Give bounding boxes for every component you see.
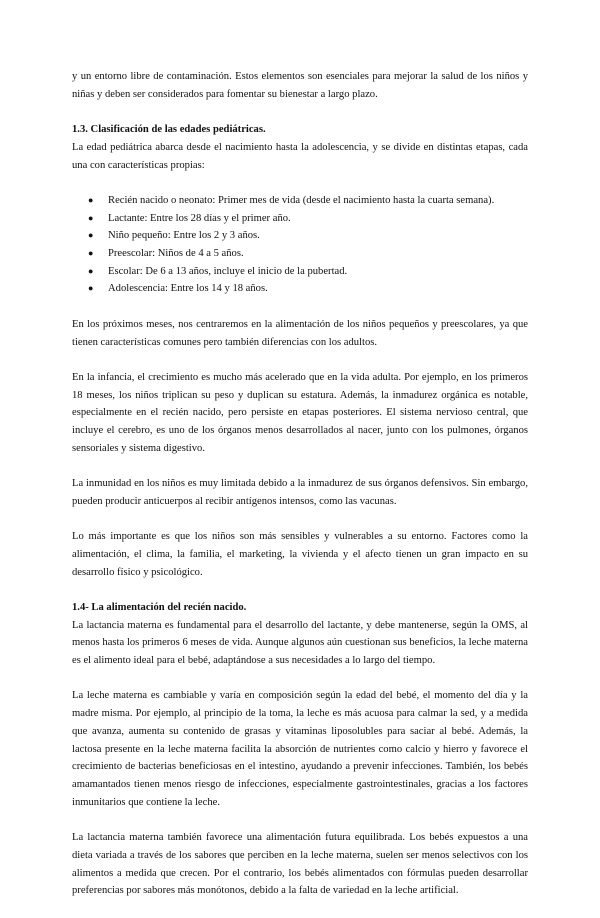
section-13-paragraph: En la infancia, el crecimiento es mucho más acelerado que en la vida adulta. Por ejemplo, en los primeros 18 meses, los niños triplican su peso y duplican su estatura. Además, la inmadurez orgánica es notable, especialmente en el recién nacido, pero persiste en etapas posteriores. El sistema nervioso central, que incluye el cerebro, es uno de los órganos menos desarrollados al nacer, junto con los pulmones, órganos sensoriales y sistema digestivo. — [72, 371, 528, 454]
bullet-dot-icon: ● — [88, 248, 94, 258]
list-item-text: Adolescencia: Entre los 14 y 18 años. — [108, 283, 268, 295]
section-13-heading: 1.3. Clasificación de las edades pediátricas. — [72, 124, 266, 136]
list-item — [88, 227, 528, 245]
section-13-paragraph: La inmunidad en los niños es muy limitada debido a la inmadurez de sus órganos defensivos. Sin embargo, pueden producir anticuerpos al recibir antígenos intensos, como las vacunas. — [72, 478, 528, 507]
document-page — [72, 68, 528, 918]
list-item — [88, 210, 528, 228]
section-14-heading: 1.4- La alimentación del recién nacido. — [72, 601, 247, 613]
section-13-intro: La edad pediátrica abarca desde el nacimiento hasta la adolescencia, y se divide en distintas etapas, cada una con características propias: — [72, 141, 528, 171]
section-14-paragraph: La leche materna es cambiable y varía en composición según la edad del bebé, el momento del día y la madre misma. Por ejemplo, al principio de la toma, la leche es más acuosa para calmar la sed, y a medida que avanza, aumenta su contenido de grasas y vitaminas liposolubles para saciar al bebé. Además, la lactosa presente en la leche materna facilita la absorción de nutrientes como calcio y hierro y favorece el crecimiento de bacterias beneficiosas en el intestino, ayudando a prevenir infecciones. También, los bebés amamantados tienen menos riesgo de infecciones, especialmente gastrointestinales, gracias a los factores inmunitarios que contiene la leche. — [72, 690, 528, 808]
list-item — [88, 280, 528, 298]
bullet-dot-icon: ● — [88, 194, 94, 205]
list-item — [88, 263, 528, 281]
list-item — [88, 245, 528, 263]
section-13-paragraph: Lo más importante es que los niños son más sensibles y vulnerables a su entorno. Factores como la alimentación, el clima, la familia, el marketing, la vivienda y el afecto tienen un gran impacto en su desarrollo físico y psicológico. — [72, 531, 528, 578]
section-13-paragraph: En los próximos meses, nos centraremos en la alimentación de los niños pequeños y preescolares, ya que tienen características comunes pero también diferencias con los adultos. — [72, 318, 528, 348]
list-item-text: Recién nacido o neonato: Primer mes de vida (desde el nacimiento hasta la cuarta semana). — [108, 194, 495, 206]
bullet-dot-icon: ● — [88, 230, 94, 241]
list-item-text: Preescolar: Niños de 4 a 5 años. — [108, 248, 244, 259]
list-item-text: Escolar: De 6 a 13 años, incluye el inicio de la pubertad. — [108, 265, 348, 277]
list-item — [88, 192, 528, 210]
section-14-paragraph: La lactancia materna es fundamental para el desarrollo del lactante, y debe mantenerse, según la OMS, al menos hasta los primeros 6 meses de vida. Aunque algunos aún cuestionan sus beneficios, la leche materna es el alimento ideal para el bebé, adaptándose a sus necesidades a lo largo del tiempo. — [72, 619, 528, 667]
bullet-dot-icon: ● — [88, 283, 94, 294]
bullet-dot-icon: ● — [88, 265, 94, 276]
section-14-paragraph: La lactancia materna también favorece una alimentación futura equilibrada. Los bebés expuestos a una dieta variada a través de los sabores que perciben en la leche materna, suelen ser menos selectivos con los alimentos a medida que crecen. Por el contrario, los bebés alimentados con fórmulas pueden desarrollar preferencias por sabores más monótonos, debido a la falta de variedad en la leche artificial. — [72, 832, 528, 897]
list-item-text: Niño pequeño: Entre los 2 y 3 años. — [108, 230, 260, 242]
bullet-dot-icon: ● — [88, 212, 94, 223]
list-item-text: Lactante: Entre los 28 días y el primer año. — [108, 212, 291, 224]
age-stages-list — [72, 192, 528, 298]
intro-paragraph: y un entorno libre de contaminación. Estos elementos son esenciales para mejorar la salud de los niños y niñas y deben ser considerados para fomentar su bienestar a largo plazo. — [72, 71, 528, 100]
